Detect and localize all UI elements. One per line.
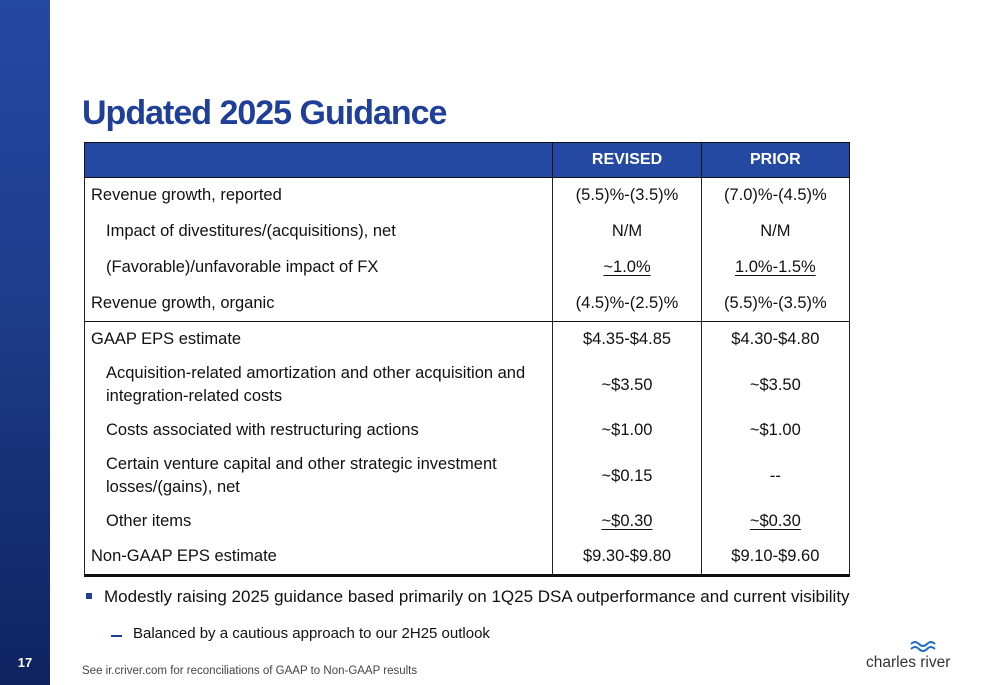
revised-value: ~$3.50 (553, 358, 701, 413)
row-label: (Favorable)/unfavorable impact of FX (85, 250, 553, 286)
wave-logo-icon (910, 640, 938, 654)
prior-value: -- (701, 449, 849, 504)
revised-value: $9.30-$9.80 (553, 540, 701, 576)
row-label: Revenue growth, reported (85, 178, 553, 214)
logo-text: charles river (866, 654, 951, 671)
revised-value: (5.5)%-(3.5)% (553, 178, 701, 214)
prior-value: N/M (701, 214, 849, 250)
prior-value: ~$0.30 (749, 512, 801, 530)
row-label: GAAP EPS estimate (85, 322, 553, 358)
revised-value: ~$1.00 (553, 413, 701, 449)
sub-bullet (111, 625, 490, 642)
row-label: Impact of divestitures/(acquisitions), net (85, 214, 553, 250)
row-label: Non-GAAP EPS estimate (85, 540, 553, 576)
table-row (85, 540, 850, 576)
header-blank (85, 143, 553, 178)
prior-value: ~$1.00 (701, 413, 849, 449)
table-row (85, 286, 850, 322)
table-row (85, 322, 850, 358)
footnote: See ir.criver.com for reconciliations of GAAP to Non-GAAP results (82, 665, 418, 677)
row-label: Acquisition-related amortization and other acquisition and integration-related costs (106, 364, 526, 405)
page-title: Updated 2025 Guidance (82, 94, 447, 132)
revised-value: ~$0.15 (553, 449, 701, 504)
prior-value: $9.10-$9.60 (701, 540, 849, 576)
sub-bullet-text: Balanced by a cautious approach to our 2H25 outlook (133, 625, 490, 642)
table-row (85, 178, 850, 214)
guidance-table (84, 142, 850, 577)
row-label: Certain venture capital and other strategic investment losses/(gains), net (106, 455, 497, 496)
revised-value: ~$0.30 (601, 512, 653, 530)
row-label: Other items (85, 504, 553, 540)
header-revised: REVISED (553, 143, 701, 178)
square-bullet-icon (86, 593, 92, 599)
table-row (85, 413, 850, 449)
prior-value: (7.0)%-(4.5)% (701, 178, 849, 214)
revised-value: ~1.0% (603, 258, 651, 276)
table-row (85, 449, 850, 504)
row-label: Revenue growth, organic (85, 286, 553, 322)
revised-value: $4.35-$4.85 (553, 322, 701, 358)
dash-bullet-icon (111, 635, 122, 637)
revised-value: N/M (553, 214, 701, 250)
left-accent-bar (0, 0, 50, 685)
table-row (85, 214, 850, 250)
table-row (85, 358, 850, 413)
main-bullet (86, 587, 850, 607)
table-row (85, 504, 850, 540)
page-number: 17 (17, 655, 33, 670)
table-header-row (85, 143, 850, 178)
revised-value: (4.5)%-(2.5)% (553, 286, 701, 322)
charles-river-logo (866, 640, 966, 676)
main-bullet-text: Modestly raising 2025 guidance based primarily on 1Q25 DSA outperformance and current visibility (104, 587, 850, 606)
prior-value: (5.5)%-(3.5)% (701, 286, 849, 322)
prior-value: 1.0%-1.5% (734, 258, 816, 276)
prior-value: $4.30-$4.80 (701, 322, 849, 358)
prior-value: ~$3.50 (701, 358, 849, 413)
header-prior: PRIOR (701, 143, 849, 178)
table-row (85, 250, 850, 286)
row-label: Costs associated with restructuring actions (85, 413, 553, 449)
